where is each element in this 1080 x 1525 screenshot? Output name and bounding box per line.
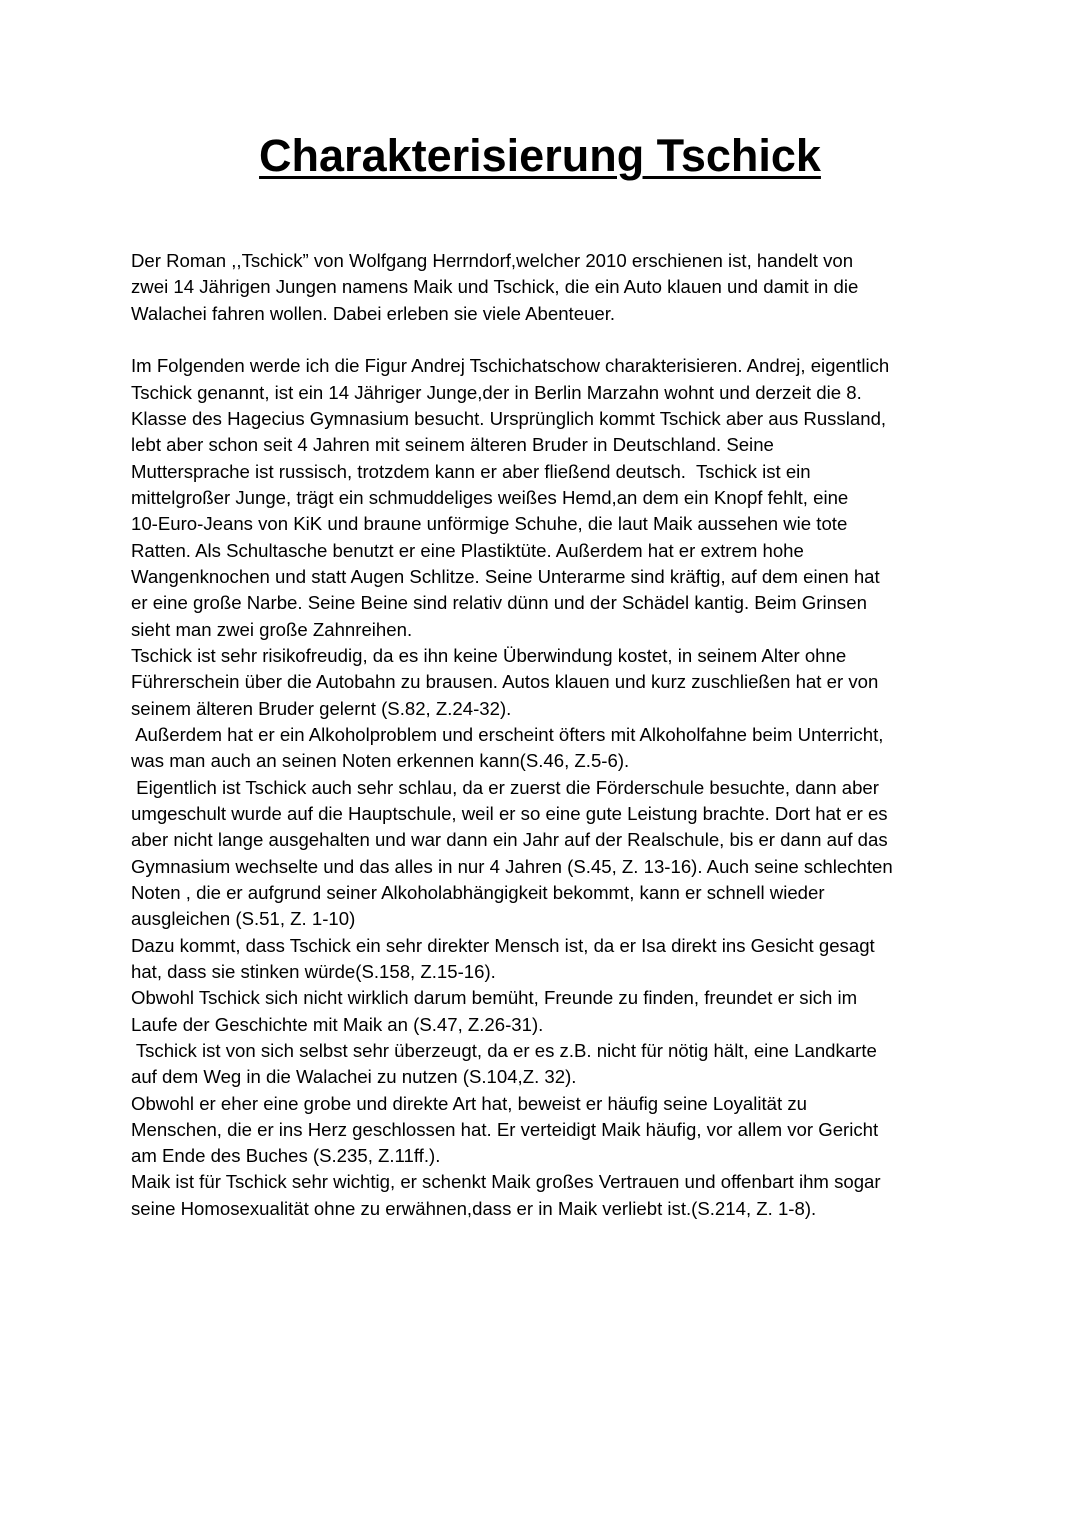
text-line: er eine große Narbe. Seine Beine sind relativ dünn und der Schädel kantig. Beim Grinsen [131, 592, 867, 614]
text-line: Ratten. Als Schultasche benutzt er eine Plastiktüte. Außerdem hat er extrem hohe [131, 539, 804, 561]
text-line: Tschick genannt, ist ein 14 Jähriger Junge,der in Berlin Marzahn wohnt und derzeit die 8. [131, 381, 862, 403]
text-line: zwei 14 Jährigen Jungen namens Maik und Tschick, die ein Auto klauen und damit in die [131, 276, 859, 298]
text-line: Wangenknochen und statt Augen Schlitze. Seine Unterarme sind kräftig, auf dem einen hat [131, 565, 880, 587]
text-line: Der Roman ,,Tschick” von Wolfgang Herrndorf,welcher 2010 erschienen ist, handelt von [131, 250, 854, 271]
text-line: Klasse des Hagecius Gymnasium besucht. Ursprünglich kommt Tschick aber aus Russland, [131, 407, 887, 429]
text-line: Obwohl er eher eine grobe und direkte Art hat, beweist er häufig seine Loyalität zu [131, 1092, 807, 1114]
text-line: Obwohl Tschick sich nicht wirklich darum bemüht, Freunde zu finden, freundet er sich im [131, 987, 858, 1009]
text-line: Führerschein über die Autobahn zu brausen. Autos klauen und kurz zuschließen hat er von [131, 671, 879, 693]
text-line: lebt aber schon seit 4 Jahren mit seinem älteren Bruder in Deutschland. Seine [131, 434, 774, 456]
text-line: mittelgroßer Junge, trägt ein schmuddeliges weißes Hemd,an dem ein Knopf fehlt, eine [131, 486, 849, 508]
text-line: Maik ist für Tschick sehr wichtig, er schenkt Maik großes Vertrauen und offenbart ihm sogar [131, 1171, 881, 1193]
text-line: auf dem Weg in die Walachei zu nutzen (S.104,Z. 32). [131, 1066, 577, 1088]
text-line: Außerdem hat er ein Alkoholproblem und erscheint öfters mit Alkoholfahne beim Unterricht, [131, 723, 884, 745]
text-line: Im Folgenden werde ich die Figur Andrej Tschichatschow charakterisieren. Andrej, eigentlich [131, 355, 890, 377]
text-line: Menschen, die er ins Herz geschlossen hat. Er verteidigt Maik häufig, vor allem vor Gericht [131, 1118, 879, 1140]
text-line: Noten , die er aufgrund seiner Alkoholabhängigkeit bekommt, kann er schnell wieder [131, 881, 825, 903]
document-title: Charakterisierung Tschick [259, 130, 821, 181]
text-line: Eigentlich ist Tschick auch sehr schlau, da er zuerst die Förderschule besuchte, dann aber [131, 776, 879, 798]
text-line: Dazu kommt, dass Tschick ein sehr direkter Mensch ist, da er Isa direkt ins Gesicht gesagt [131, 934, 875, 956]
text-line: am Ende des Buches (S.235, Z.11ff.). [131, 1145, 441, 1167]
text-line: Tschick ist von sich selbst sehr überzeugt, da er es z.B. nicht für nötig hält, eine Landkarte [131, 1039, 877, 1061]
text-line: aber nicht lange ausgehalten und war dann ein Jahr auf der Realschule, bis er dann auf das [131, 829, 888, 851]
text-line: umgeschult wurde auf die Hauptschule, weil er so eine gute Leistung brachte. Dort hat er es [131, 802, 888, 824]
text-line: hat, dass sie stinken würde(S.158, Z.15-16). [131, 960, 496, 982]
text-line: Laufe der Geschichte mit Maik an (S.47, Z.26-31). [131, 1013, 544, 1035]
text-line: sieht man zwei große Zahnreihen. [131, 618, 413, 640]
text-line: ausgleichen (S.51, Z. 1-10) [131, 908, 356, 930]
text-line: seine Homosexualität ohne zu erwähnen,dass er in Maik verliebt ist.(S.214, Z. 1-8). [131, 1197, 817, 1219]
document-body [131, 248, 1031, 1222]
text-line: 10-Euro-Jeans von KiK und braune unförmige Schuhe, die laut Maik aussehen wie tote [131, 513, 848, 535]
text-line: Gymnasium wechselte und das alles in nur 4 Jahren (S.45, Z. 13-16). Auch seine schlechten [131, 855, 893, 877]
text-line: was man auch an seinen Noten erkennen kann(S.46, Z.5-6). [131, 750, 630, 772]
text-line: Walachei fahren wollen. Dabei erleben sie viele Abenteuer. [131, 302, 616, 324]
text-line: Tschick ist sehr risikofreudig, da es ihn keine Überwindung kostet, in seinem Alter ohne [131, 644, 847, 666]
text-line: Muttersprache ist russisch, trotzdem kann er aber fließend deutsch. Tschick ist ein [131, 460, 811, 482]
text-line: seinem älteren Bruder gelernt (S.82, Z.24-32). [131, 697, 512, 719]
blank-line [131, 327, 1031, 353]
